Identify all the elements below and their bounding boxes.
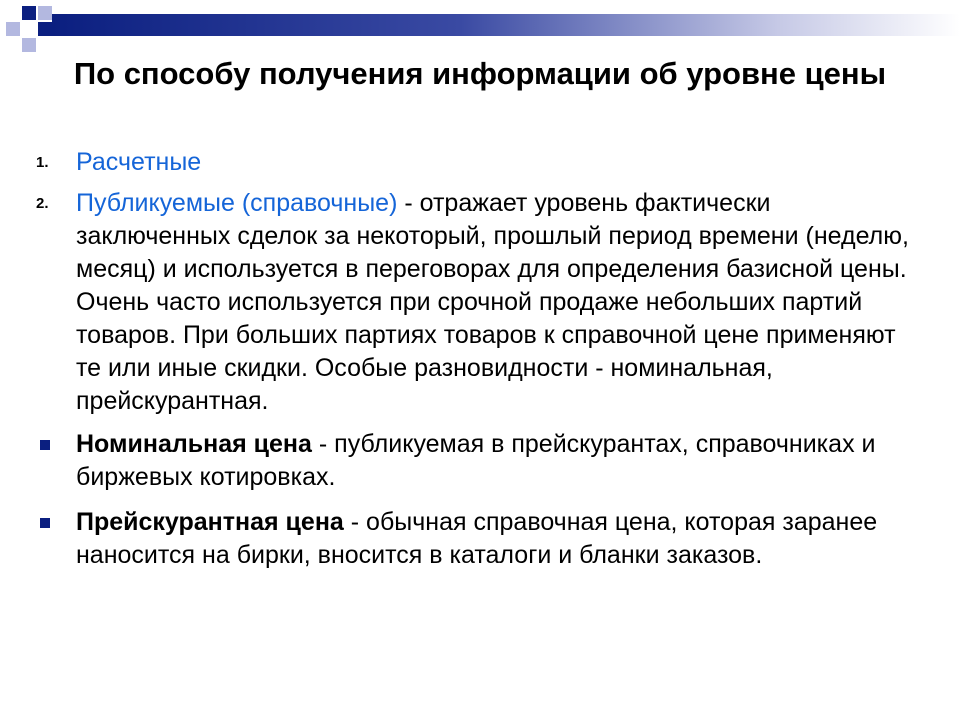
slide-title: По способу получения информации об уровне цены [73,56,887,91]
slide-body [36,146,926,578]
header-gradient-band [52,14,960,36]
term-published: Публикуемые (справочные) [76,189,398,217]
decor-square [22,38,36,52]
term-nominal-price: Номинальная цена [76,430,312,458]
square-bullet-icon [40,440,50,450]
list-number: 1. [36,154,49,171]
list-item [36,187,926,418]
bullet-item [36,428,926,494]
decor-square [38,22,52,36]
published-description: - отражает уровень фактически заключенных сделок за некоторый, прошлый период времени (неделю, месяц) и используется в переговорах для определения базисной цены. Очень часто используется при срочной продаже небольших партий товаров. При больших партиях товаров к справочной цене применяют те или иные скидки. Особые разновидности - номинальная, прейскурантная. [76,189,909,415]
list-number: 2. [36,195,49,212]
term-list-price: Прейскурантная цена [76,508,344,536]
list-item [36,146,926,179]
term-calculated: Расчетные [76,148,202,176]
square-bullet-icon [40,518,50,528]
decor-square [22,6,36,20]
list-price-description: - обычная справочная цена, которая заранее наносится на бирки, вносится в каталоги и бланки заказов. [76,508,878,569]
decor-square [38,6,52,20]
nominal-price-description: - публикуемая в прейскурантах, справочниках и биржевых котировках. [76,430,876,491]
decor-square [6,22,20,36]
bullet-item [36,506,926,572]
